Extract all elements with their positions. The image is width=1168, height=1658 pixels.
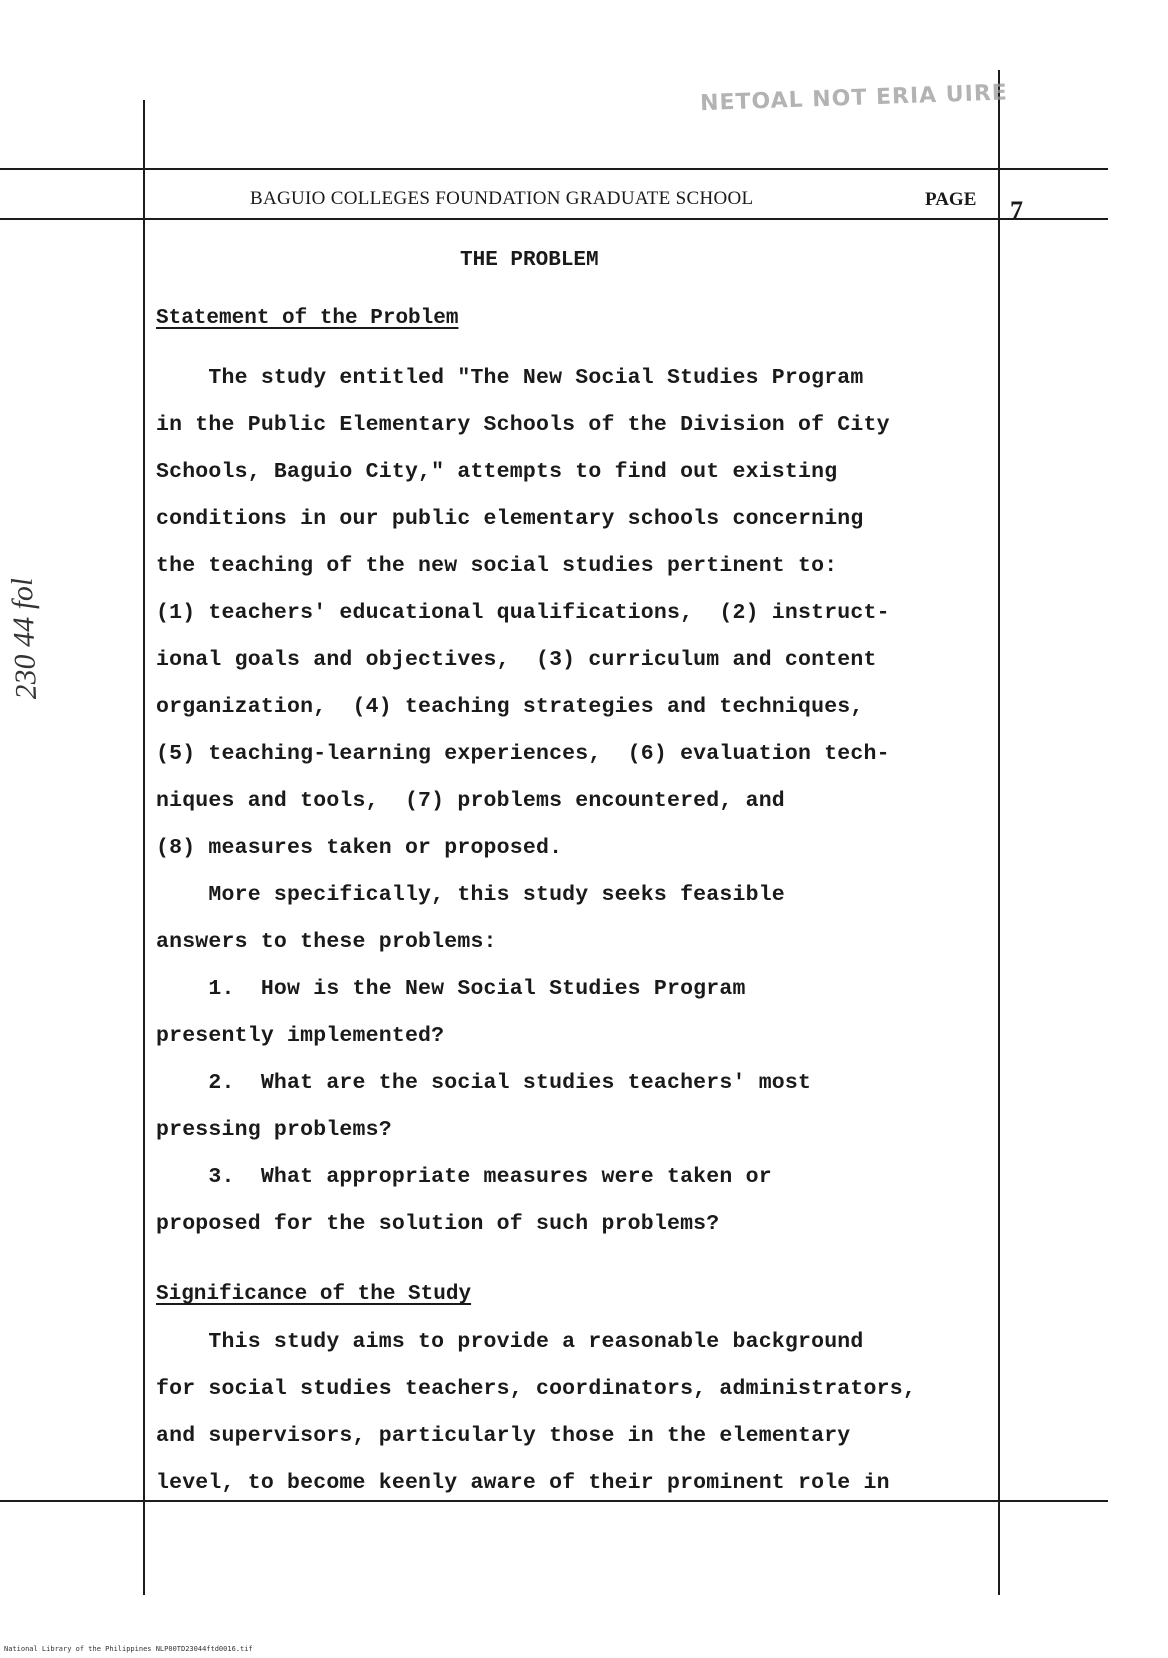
body-line: (1) teachers' educational qualifications, (2) instruct- [156, 601, 890, 625]
body-line: ional goals and objectives, (3) curriculum and content [156, 648, 877, 672]
header-bottom-rule [0, 218, 1108, 220]
scan-footer: National Library of the Philippines NLP00TD23044ftd0016.tif [4, 1645, 253, 1653]
body-line: Schools, Baguio City," attempts to find out existing [156, 460, 838, 484]
handwritten-margin-note: 230 44 fol [5, 577, 43, 700]
body-line: proposed for the solution of such problems? [156, 1212, 720, 1236]
body-line: for social studies teachers, coordinators, administrators, [156, 1377, 916, 1401]
body-line: 1. How is the New Social Studies Program [156, 977, 746, 1001]
body-line: conditions in our public elementary schools concerning [156, 507, 864, 531]
body-line: the teaching of the new social studies pertinent to: [156, 554, 838, 578]
left-margin-rule [143, 100, 145, 1595]
body-line: organization, (4) teaching strategies and techniques, [156, 695, 864, 719]
body-line: level, to become keenly aware of their prominent role in [156, 1471, 890, 1495]
body-line: 2. What are the social studies teachers' most [156, 1071, 812, 1095]
body-line: The study entitled "The New Social Studies Program [156, 366, 864, 390]
body-line: More specifically, this study seeks feasible [156, 883, 785, 907]
institution-header: BAGUIO COLLEGES FOUNDATION GRADUATE SCHOOL [250, 188, 754, 209]
bottom-rule [0, 1500, 1108, 1502]
body-line: pressing problems? [156, 1118, 392, 1142]
chapter-title: THE PROBLEM [460, 249, 599, 272]
body-line: This study aims to provide a reasonable background [156, 1330, 864, 1354]
body-line: in the Public Elementary Schools of the Division of City [156, 413, 890, 437]
body-line: (5) teaching-learning experiences, (6) evaluation tech- [156, 742, 890, 766]
body-line: answers to these problems: [156, 930, 497, 954]
body-line: (8) measures taken or proposed. [156, 836, 563, 860]
header-top-rule [0, 168, 1108, 170]
page-number: 7 [1010, 196, 1023, 225]
body-line: presently implemented? [156, 1024, 445, 1048]
section-heading-statement: Statement of the Problem [156, 307, 459, 330]
right-margin-rule [998, 70, 1000, 1595]
faded-stamp: NETOAL NOT ERIA UIRE [699, 80, 1009, 117]
page-label: PAGE [925, 189, 977, 210]
section-heading-significance: Significance of the Study [156, 1283, 472, 1306]
body-line: 3. What appropriate measures were taken or [156, 1165, 772, 1189]
body-line: and supervisors, particularly those in the elementary [156, 1424, 851, 1448]
body-line: niques and tools, (7) problems encountered, and [156, 789, 785, 813]
